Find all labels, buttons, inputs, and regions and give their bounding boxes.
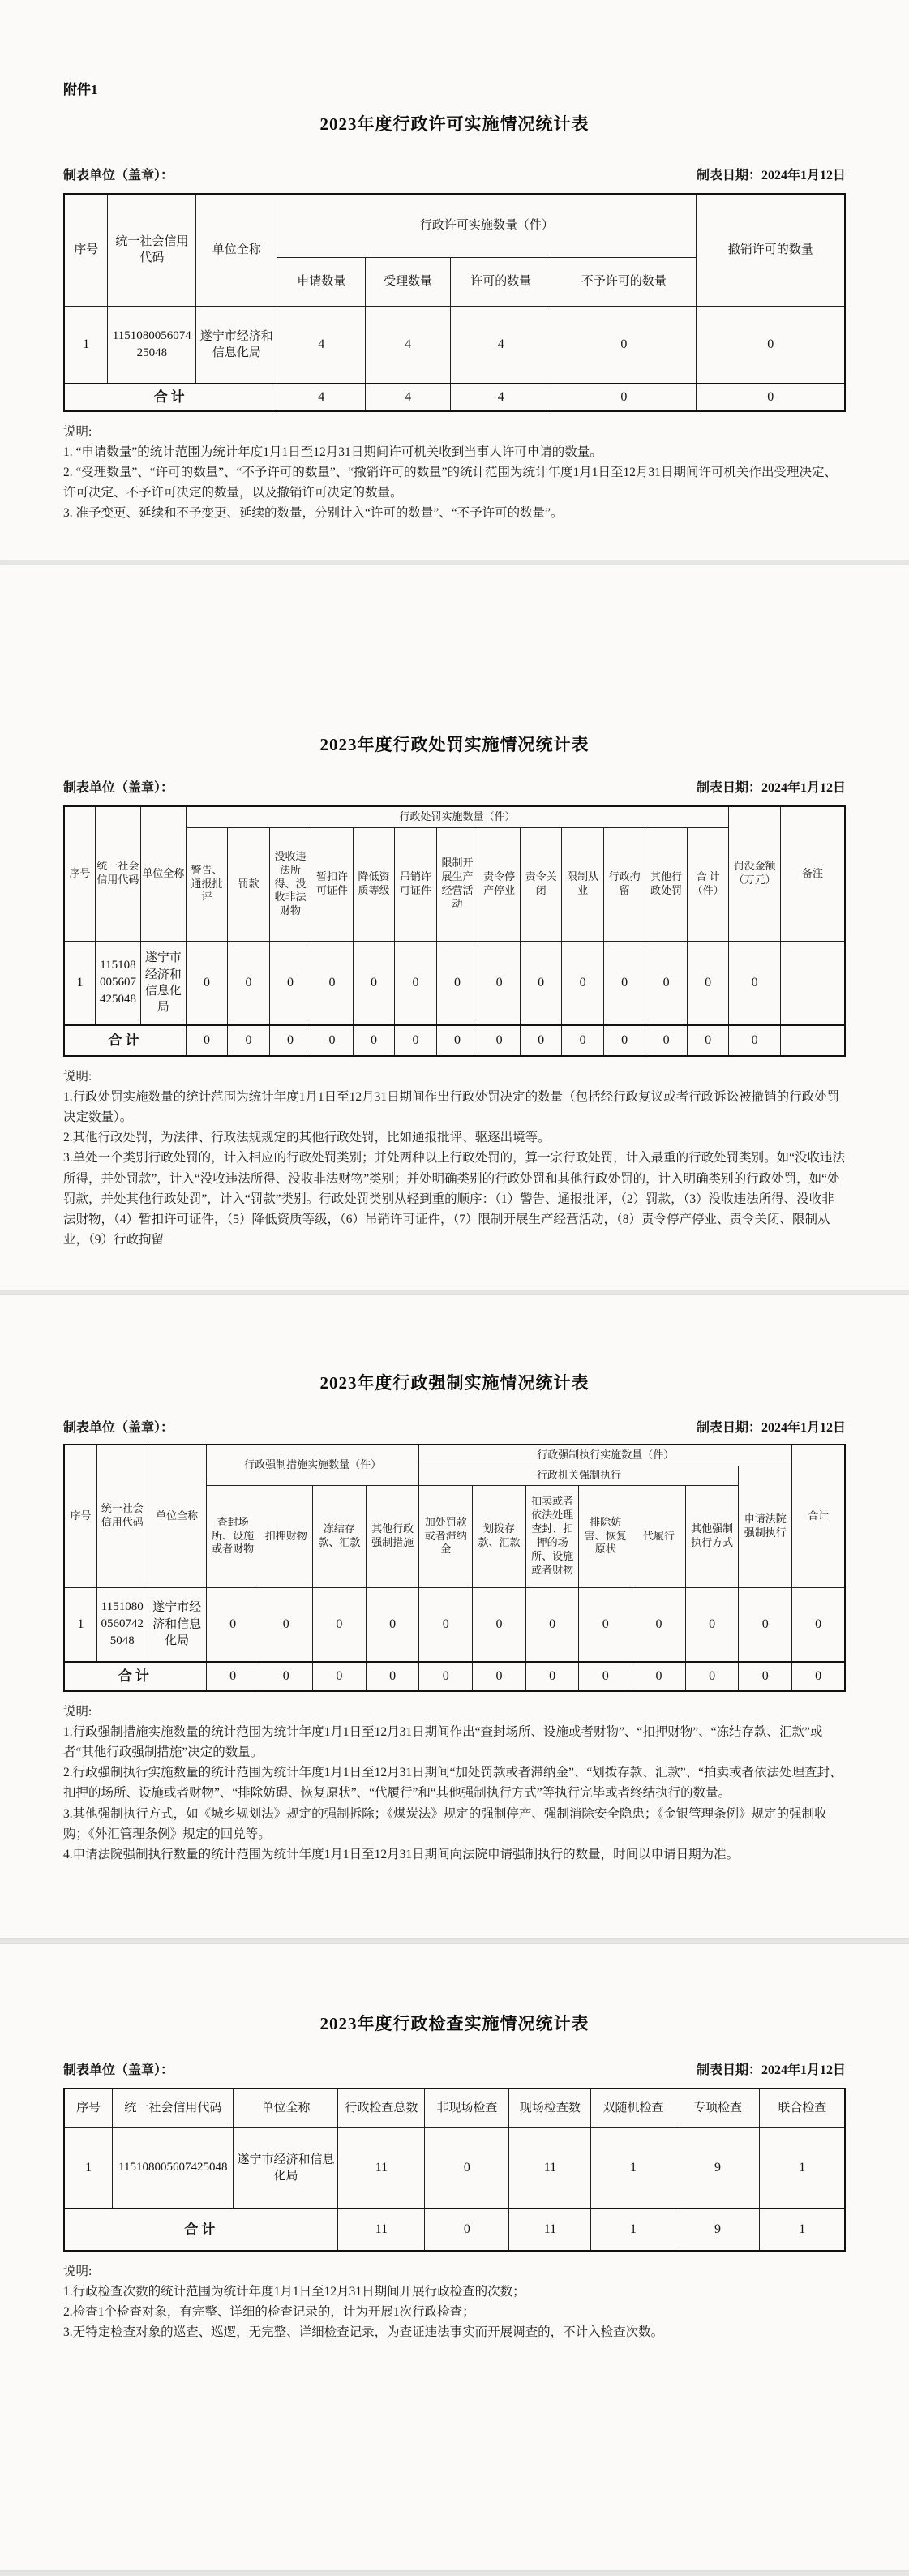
note-item: 3.单处一个类别行政处罚的，计入相应的行政处罚类别；并处两种以上行政处罚的，算一宗行政处罚，计入最重的行政处罚类别。如“没收违法所得，并处罚款”，计入“没收违法所得、没收非法财物”类别；并处明确类别的行政处罚和其他行政处罚的，计入明确类别的行政处罚，如“处罚款，并处其他行政处罚”，计入“罚款”类别。行政处罚类别从轻到重的顺序：（1）警告、通报批评，（2）罚款，（3）没收违法所得、没收非法财物，（4）暂扣许可证件，（5）降低资质等级，（6）吊销许可证件，（7）限制开展生产经营活动，（8）责令停产停业、责令关闭、限制从业，（9）行政拘留 xyxy=(63,1151,846,1247)
total-value: 1 xyxy=(591,2209,675,2251)
total-remark xyxy=(780,1025,845,1056)
cell-value: 0 xyxy=(632,1587,686,1662)
inspection-meta-row xyxy=(63,2059,846,2078)
col-header-double-random: 双随机检查 xyxy=(591,2089,675,2127)
col-header-confiscation: 没收违法所得、没收非法财物 xyxy=(269,827,311,941)
total-value: 0 xyxy=(366,1662,419,1691)
total-value: 0 xyxy=(697,384,845,411)
cell-unit-name: 遂宁市经济和信息化局 xyxy=(148,1587,206,1662)
table-row xyxy=(64,2127,845,2209)
total-row xyxy=(64,1662,845,1691)
total-value: 0 xyxy=(228,1025,270,1056)
inspection-table-title: 2023年度行政检查实施情况统计表 xyxy=(319,2014,590,2033)
total-value: 0 xyxy=(313,1662,367,1691)
col-header-restrict-operation: 限制开展生产经营活动 xyxy=(436,827,478,941)
penalty-table-title: 2023年度行政处罚实施情况统计表 xyxy=(319,735,590,754)
col-header-credit-code: 统一社会信用代码 xyxy=(96,806,141,941)
col-header-applied: 申请数量 xyxy=(277,257,366,306)
cell-seq: 1 xyxy=(64,306,108,384)
col-header-restrict-practice: 限制从业 xyxy=(562,827,604,941)
note-item: 1.行政检查次数的统计范围为统计年度1月1日至12月31日期间开展行政检查的次数； xyxy=(63,2285,525,2299)
total-value: 0 xyxy=(186,1025,228,1056)
col-header-seq: 序号 xyxy=(64,2089,113,2127)
cell-value: 0 xyxy=(353,941,395,1025)
col-header-suspend-license: 暂扣许可证件 xyxy=(311,827,354,941)
col-header-freeze-deposits: 冻结存款、汇款 xyxy=(313,1485,367,1587)
total-value: 0 xyxy=(525,1662,579,1691)
col-header-seq: 序号 xyxy=(64,1445,96,1587)
cell-credit-code: 115108005607425048 xyxy=(113,2127,234,2209)
cell-value: 0 xyxy=(685,1587,739,1662)
col-header-special: 专项检查 xyxy=(675,2089,760,2127)
report-date: 制表日期：2024年1月12日 xyxy=(696,1421,846,1435)
cell-value: 0 xyxy=(228,941,270,1025)
cell-credit-code: 115108005607425048 xyxy=(96,1587,148,1662)
col-header-unit-name: 单位全称 xyxy=(196,194,277,306)
cell-value: 4 xyxy=(366,306,451,384)
note-item: 2. “受理数量”、“许可的数量”、“不予许可的数量”、“撤销许可的数量”的统计范围为统计年度1月1日至12月31日期间许可机关作出受理决定、许可决定、不予许可决定的数量，以及撤销许可决定的数量。 xyxy=(63,466,838,500)
cell-unit-name: 遂宁市经济和信息化局 xyxy=(196,306,277,384)
col-header-fine-amount: 罚没金额（万元） xyxy=(729,806,781,941)
cell-value: 9 xyxy=(675,2127,760,2209)
total-value: 0 xyxy=(603,1025,645,1056)
col-header-unit-name: 单位全称 xyxy=(234,2089,338,2127)
cell-value: 0 xyxy=(525,1587,579,1662)
penalty-meta-row xyxy=(63,777,846,796)
note-item: 4.申请法院强制执行数量的统计范围为统计年度1月1日至12月31日期间向法院申请强制执行的数量，时间以申请日期为准。 xyxy=(63,1847,740,1861)
total-value: 11 xyxy=(338,2209,425,2251)
cell-credit-code: 115108005607425048 xyxy=(96,941,141,1025)
col-header-granted: 许可的数量 xyxy=(451,257,551,306)
col-header-seq: 序号 xyxy=(64,806,96,941)
total-value: 4 xyxy=(451,384,551,411)
maker-unit-label: 制表单位（盖章）： xyxy=(63,781,174,795)
cell-value: 0 xyxy=(603,941,645,1025)
total-value: 1 xyxy=(760,2209,845,2251)
scanned-page-inspections xyxy=(0,1944,909,2570)
col-header-other-penalty: 其他行政处罚 xyxy=(645,827,688,941)
note-item: 2.检查1个检查对象，有完整、详细的检查记录的，计为开展1次行政检查； xyxy=(63,2305,475,2320)
total-value: 9 xyxy=(675,2209,760,2251)
cell-value: 0 xyxy=(792,1587,845,1662)
header-row xyxy=(64,806,845,827)
col-header-court-execution: 申请法院强制执行 xyxy=(739,1466,792,1587)
col-header-credit-code: 统一社会信用代码 xyxy=(113,2089,234,2127)
enforcement-table-title: 2023年度行政强制实施情况统计表 xyxy=(319,1373,590,1393)
col-header-order-halt: 责令停产停业 xyxy=(478,827,521,941)
total-label: 合计 xyxy=(64,1025,186,1056)
total-row xyxy=(64,2209,845,2251)
total-value: 0 xyxy=(687,1025,729,1056)
total-value: 11 xyxy=(509,2209,591,2251)
note-item: 1.行政处罚实施数量的统计范围为统计年度1月1日至12月31日期间作出行政处罚决定的数量（包括经行政复议或者行政诉讼被撤销的行政处罚决定数量）。 xyxy=(63,1090,840,1125)
report-date: 制表日期：2024年1月12日 xyxy=(696,169,846,182)
cell-value: 0 xyxy=(269,941,311,1025)
scanned-page-penalties xyxy=(0,565,909,1290)
cell-value: 0 xyxy=(395,941,437,1025)
cell-value: 0 xyxy=(313,1587,367,1662)
maker-unit-label: 制表单位（盖章）： xyxy=(63,1421,174,1435)
col-group-permit-counts: 行政许可实施数量（件） xyxy=(277,194,697,257)
total-value: 0 xyxy=(395,1025,437,1056)
notes-label: 说明: xyxy=(63,425,92,439)
total-value: 0 xyxy=(685,1662,739,1691)
penalty-table xyxy=(63,805,846,1057)
note-item: 2.其他行政处罚，为法律、行政法规规定的其他行政处罚，比如通报批评、驱逐出境等。 xyxy=(63,1131,551,1145)
total-row xyxy=(64,384,845,411)
cell-seq: 1 xyxy=(64,2127,113,2209)
total-row xyxy=(64,1025,845,1056)
cell-value: 0 xyxy=(520,941,562,1025)
col-header-offsite: 非现场检查 xyxy=(425,2089,509,2127)
note-item: 2.行政强制执行实施数量的统计范围为统计年度1月1日至12月31日期间“加处罚款或者滞纳金”、“划拨存款、汇款”、“拍卖或者依法处理查封、扣押的场所、设施或者财物”、“排除妨碍、恢复原状”、“代履行”和“其他强制执行方式”等执行完毕或者终结执行的数量。 xyxy=(63,1766,843,1801)
note-item: 3.其他强制执行方式，如《城乡规划法》规定的强制拆除；《煤炭法》规定的强制停产、强制消除安全隐患；《金银管理条例》规定的强制收购；《外汇管理条例》规定的回兑等。 xyxy=(63,1806,827,1841)
cell-value: 1 xyxy=(760,2127,845,2209)
total-label: 合计 xyxy=(64,2209,338,2251)
cell-value: 0 xyxy=(436,941,478,1025)
col-header-seize-property: 扣押财物 xyxy=(259,1485,313,1587)
enforcement-notes xyxy=(63,1702,846,1865)
col-header-revoked: 撤销许可的数量 xyxy=(697,194,845,306)
col-group-coercive-measures: 行政强制措施实施数量（件） xyxy=(206,1445,419,1485)
total-value: 0 xyxy=(579,1662,632,1691)
notes-label: 说明: xyxy=(63,1705,92,1719)
note-item: 3. 准予变更、延续和不予变更、延续的数量，分别计入“许可的数量”、“不予许可的数量”。 xyxy=(63,506,564,521)
cell-remark xyxy=(780,941,845,1025)
col-header-substitute-performance: 代履行 xyxy=(632,1485,686,1587)
report-date: 制表日期：2024年1月12日 xyxy=(696,781,846,795)
total-value: 0 xyxy=(473,1662,526,1691)
col-header-total-inspections: 行政检查总数 xyxy=(338,2089,425,2127)
note-item: 1. “申请数量”的统计范围为统计年度1月1日至12月31日期间许可机关收到当事人许可申请的数量。 xyxy=(63,445,602,460)
cell-value: 1 xyxy=(591,2127,675,2209)
inspection-notes xyxy=(63,2261,846,2342)
notes-label: 说明: xyxy=(63,2265,92,2278)
cell-fine-amount: 0 xyxy=(729,941,781,1025)
cell-seq: 1 xyxy=(64,1587,96,1662)
col-header-revoke-license: 吊销许可证件 xyxy=(395,827,437,941)
permit-table xyxy=(63,193,846,412)
col-header-warning: 警告、通报批评 xyxy=(186,827,228,941)
permit-notes xyxy=(63,422,846,524)
col-group-coercive-execution: 行政强制执行实施数量（件） xyxy=(419,1445,792,1466)
total-value: 0 xyxy=(425,2209,509,2251)
col-header-subtotal: 合 计（件） xyxy=(687,827,729,941)
col-header-grand-total: 合计 xyxy=(792,1445,845,1587)
total-value: 0 xyxy=(739,1662,792,1691)
col-header-denied: 不予许可的数量 xyxy=(551,257,697,306)
cell-unit-name: 遂宁市经济和信息化局 xyxy=(234,2127,338,2209)
col-header-other-measures: 其他行政强制措施 xyxy=(366,1485,419,1587)
cell-value: 0 xyxy=(579,1587,632,1662)
cell-value: 0 xyxy=(473,1587,526,1662)
table-row xyxy=(64,941,845,1025)
note-item: 3.无特定检查对象的巡查、巡逻，无完整、详细检查记录，为查证违法事实而开展调查的，不计入检查次数。 xyxy=(63,2325,664,2340)
permit-meta-row xyxy=(63,165,846,183)
maker-unit-label: 制表单位（盖章）： xyxy=(63,169,174,182)
col-header-auction: 拍卖或者依法处理查封、扣押的场所、设施或者财物 xyxy=(525,1485,579,1587)
total-value: 0 xyxy=(645,1025,688,1056)
col-header-onsite: 现场检查数 xyxy=(509,2089,591,2127)
col-header-remark: 备注 xyxy=(780,806,845,941)
total-label: 合计 xyxy=(64,1662,206,1691)
cell-value: 0 xyxy=(687,941,729,1025)
cell-seq: 1 xyxy=(64,941,96,1025)
header-row xyxy=(64,2089,845,2127)
col-group-penalty-counts: 行政处罚实施数量（件） xyxy=(186,806,729,827)
cell-value: 0 xyxy=(645,941,688,1025)
total-label: 合计 xyxy=(64,384,277,411)
total-value: 0 xyxy=(562,1025,604,1056)
table-row xyxy=(64,306,845,384)
enforcement-table xyxy=(63,1444,846,1692)
col-header-unit-name: 单位全称 xyxy=(148,1445,206,1587)
col-header-other-execution: 其他强制执行方式 xyxy=(685,1485,739,1587)
total-value: 0 xyxy=(478,1025,521,1056)
cell-value: 0 xyxy=(478,941,521,1025)
header-row xyxy=(64,194,845,257)
total-value: 0 xyxy=(632,1662,686,1691)
cell-value: 0 xyxy=(425,2127,509,2209)
cell-credit-code: 115108005607425048 xyxy=(108,306,196,384)
col-header-credit-code: 统一社会信用代码 xyxy=(108,194,196,306)
cell-unit-name: 遂宁市经济和信息化局 xyxy=(140,941,186,1025)
total-value: 0 xyxy=(419,1662,473,1691)
table-row xyxy=(64,1587,845,1662)
attachment-label: 附件1 xyxy=(63,82,98,97)
total-fine-amount: 0 xyxy=(729,1025,781,1056)
col-header-credit-code: 统一社会信用代码 xyxy=(96,1445,148,1587)
permit-table-title: 2023年度行政许可实施情况统计表 xyxy=(319,114,590,134)
cell-value: 0 xyxy=(259,1587,313,1662)
total-value: 0 xyxy=(520,1025,562,1056)
cell-value: 0 xyxy=(186,941,228,1025)
col-header-order-close: 责令关闭 xyxy=(520,827,562,941)
cell-value: 0 xyxy=(366,1587,419,1662)
cell-value: 0 xyxy=(562,941,604,1025)
cell-value: 11 xyxy=(509,2127,591,2209)
cell-value: 11 xyxy=(338,2127,425,2209)
col-header-surcharge: 加处罚款或者滞纳金 xyxy=(419,1485,473,1587)
cell-value: 0 xyxy=(419,1587,473,1662)
total-value: 0 xyxy=(436,1025,478,1056)
maker-unit-label: 制表单位（盖章）： xyxy=(63,2063,174,2077)
cell-value: 4 xyxy=(277,306,366,384)
total-value: 0 xyxy=(206,1662,259,1691)
cell-value: 0 xyxy=(206,1587,259,1662)
col-header-accepted: 受理数量 xyxy=(366,257,451,306)
total-value: 4 xyxy=(277,384,366,411)
note-item: 1.行政强制措施实施数量的统计范围为统计年度1月1日至12月31日期间作出“查封场所、设施或者财物”、“扣押财物”、“冻结存款、汇款”或者“其他行政强制措施”决定的数量。 xyxy=(63,1725,823,1760)
total-value: 0 xyxy=(551,384,697,411)
header-row xyxy=(64,1445,845,1466)
col-header-joint: 联合检查 xyxy=(760,2089,845,2127)
total-value: 0 xyxy=(353,1025,395,1056)
cell-value: 4 xyxy=(451,306,551,384)
col-header-downgrade: 降低资质等级 xyxy=(353,827,395,941)
col-header-seq: 序号 xyxy=(64,194,108,306)
cell-value: 0 xyxy=(551,306,697,384)
total-value: 0 xyxy=(269,1025,311,1056)
report-date: 制表日期：2024年1月12日 xyxy=(696,2063,846,2077)
penalty-notes xyxy=(63,1067,846,1250)
cell-value: 0 xyxy=(739,1587,792,1662)
col-group-agency-execution: 行政机关强制执行 xyxy=(419,1466,739,1485)
col-header-transfer-deposits: 划拨存款、汇款 xyxy=(473,1485,526,1587)
col-header-detention: 行政拘留 xyxy=(603,827,645,941)
notes-label: 说明: xyxy=(63,1070,92,1084)
col-header-seal-property: 查封场所、设施或者财物 xyxy=(206,1485,259,1587)
col-header-remove-obstruction: 排除妨害、恢复原状 xyxy=(579,1485,632,1587)
col-header-fine: 罚款 xyxy=(228,827,270,941)
inspection-table xyxy=(63,2088,846,2252)
cell-value: 0 xyxy=(697,306,845,384)
scanned-page-enforcement xyxy=(0,1295,909,1938)
total-value: 0 xyxy=(792,1662,845,1691)
scanned-page-permits xyxy=(0,0,909,560)
cell-value: 0 xyxy=(311,941,354,1025)
total-value: 0 xyxy=(311,1025,354,1056)
total-value: 4 xyxy=(366,384,451,411)
col-header-unit-name: 单位全称 xyxy=(140,806,186,941)
enforcement-meta-row xyxy=(63,1417,846,1436)
total-value: 0 xyxy=(259,1662,313,1691)
